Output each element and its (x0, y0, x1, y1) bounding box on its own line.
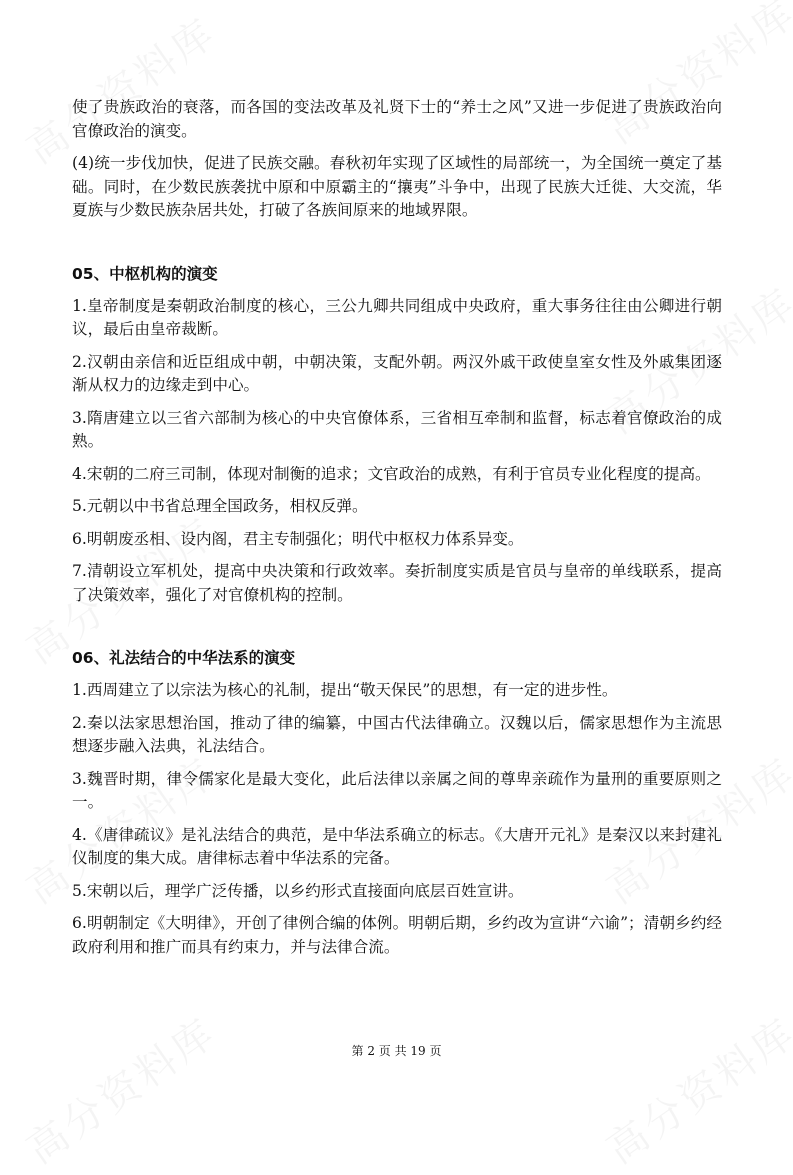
page-content (72, 96, 722, 968)
list-item: 6.明朝制定《大明律》，开创了律例合编的体例。明朝后期，乡约改为宣讲“六谕”；清朝乡约经政府利用和推广而具有约束力，并与法律合流。 (72, 914, 722, 956)
list-item: 1.西周建立了以宗法为核心的礼制，提出“敬天保民”的思想，有一定的进步性。 (72, 681, 618, 699)
list-item: 1.皇帝制度是秦朝政治制度的核心，三公九卿共同组成中央政府，重大事务往往由公卿进行朝议，最后由皇帝裁断。 (72, 296, 722, 338)
list-item: 5.元朝以中书省总理全国政务，相权反弹。 (72, 497, 368, 515)
paragraph: 使了贵族政治的衰落，而各国的变法改革及礼贤下士的“养士之风”又进一步促进了贵族政治向官僚政治的演变。 (72, 98, 722, 140)
list-item: 4.《唐律疏议》是礼法结合的典范，是中华法系确立的标志。《大唐开元礼》是秦汉以来封建礼仪制度的集大成。唐律标志着中华法系的完备。 (72, 825, 722, 867)
page-number: 第 2 页 共 19 页 (351, 1044, 442, 1058)
watermark (14, 1002, 227, 1175)
paragraph: (4)统一步伐加快，促进了民族交融。春秋初年实现了区域性的局部统一，为全国统一奠定了基础。同时，在少数民族袭扰中原和中原霸主的“攘夷”斗争中，出现了民族大迁徙、大交流，华夏族与少数民族杂居共处，打破了各族间原来的地域界限。 (72, 154, 722, 219)
list-item: 6.明朝废丞相、设内阁，君主专制强化；明代中枢权力体系异变。 (72, 529, 524, 548)
list-item: 7.清朝设立军机处，提高中央决策和行政效率。奏折制度实质是官员与皇帝的单线联系，提高了决策效率，强化了对官僚机构的控制。 (72, 562, 722, 604)
list-item: 3.隋唐建立以三省六部制为核心的中央官僚体系，三省相互牵制和监督，标志着官僚政治的成熟。 (72, 408, 722, 450)
section-heading: 05、中枢机构的演变 (72, 264, 218, 283)
watermark (594, 1002, 793, 1175)
list-item: 5.宋朝以后，理学广泛传播，以乡约形式直接面向底层百姓宣讲。 (72, 881, 524, 900)
list-item: 2.秦以法家思想治国，推动了律的编纂，中国古代法律确立。汉魏以后，儒家思想作为主流思想逐步融入法典，礼法结合。 (72, 713, 722, 755)
section-heading: 06、礼法结合的中华法系的演变 (72, 649, 296, 667)
list-item: 4.宋朝的二府三司制，体现对制衡的追求；文官政治的成熟，有利于官员专业化程度的提高。 (72, 464, 711, 483)
list-item: 2.汉朝由亲信和近臣组成中朝，中朝决策，支配外朝。两汉外戚干政使皇室女性及外戚集团逐渐从权力的边缘走到中心。 (72, 352, 722, 394)
list-item: 3.魏晋时期，律令儒家化是最大变化，此后法律以亲属之间的尊卑亲疏作为量刑的重要原则之一。 (72, 769, 722, 811)
